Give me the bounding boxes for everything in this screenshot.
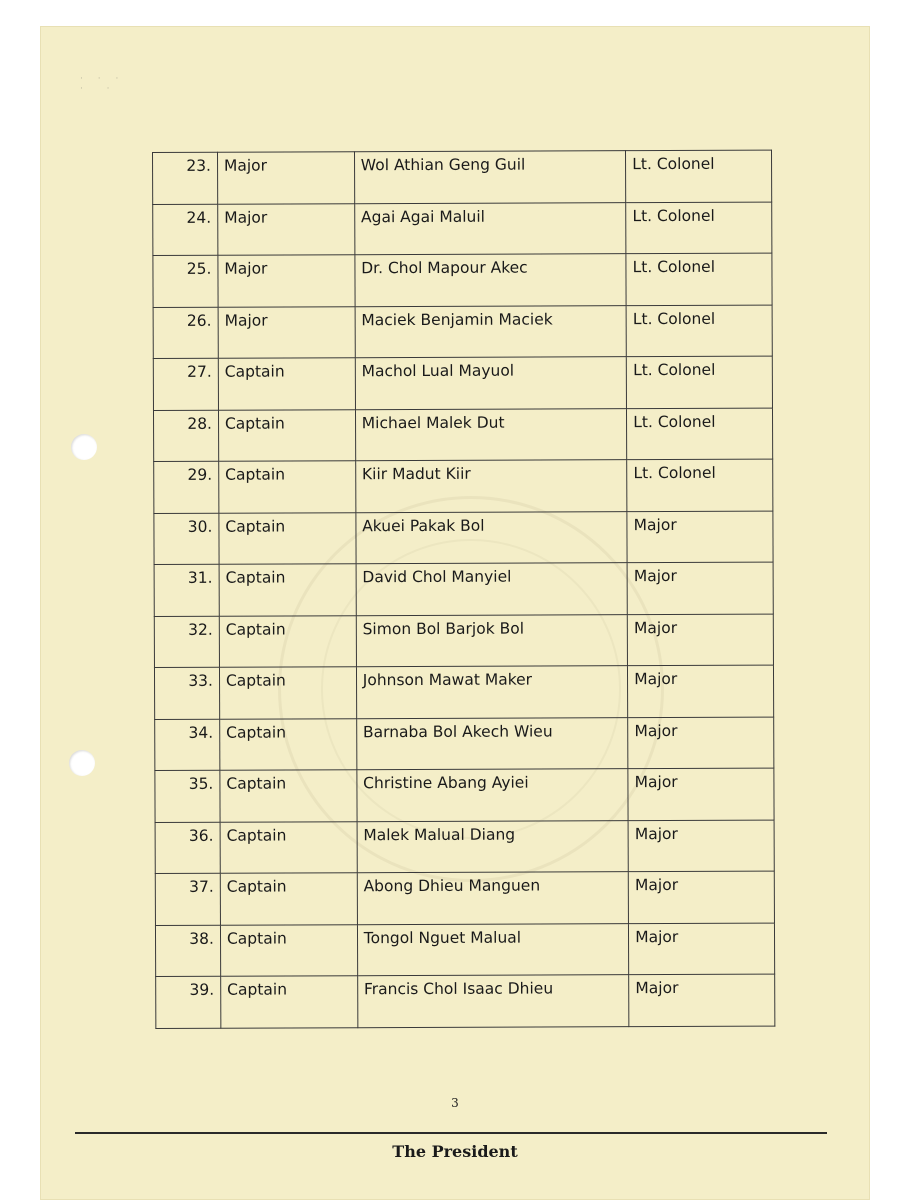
promoted-rank: Major	[628, 665, 774, 717]
officer-name: Tongol Nguet Malual	[357, 923, 629, 976]
current-rank: Captain	[219, 667, 356, 719]
current-rank: Captain	[220, 770, 357, 822]
row-number: 24.	[153, 204, 218, 256]
promoted-rank: Lt. Colonel	[626, 356, 772, 408]
officer-name: Johnson Mawat Maker	[356, 666, 628, 719]
table-row	[153, 202, 772, 256]
current-rank: Captain	[220, 873, 357, 925]
scan-specks: · · · · ·	[80, 74, 125, 94]
officer-name: Michael Malek Dut	[355, 408, 627, 461]
row-number: 23.	[153, 152, 218, 204]
signature-title: The President	[392, 1142, 518, 1161]
officer-name: Abong Dhieu Manguen	[357, 872, 629, 925]
current-rank: Captain	[219, 512, 356, 564]
current-rank: Captain	[221, 976, 358, 1028]
table-row	[155, 871, 774, 925]
promoted-rank: Major	[629, 974, 775, 1026]
officer-name: David Chol Manyiel	[356, 563, 628, 616]
row-number: 34.	[155, 719, 220, 771]
table-row	[155, 820, 774, 874]
officer-name: Simon Bol Barjok Bol	[356, 614, 628, 667]
officer-name: Agai Agai Maluil	[354, 202, 626, 255]
punch-hole	[71, 434, 97, 460]
officer-name: Maciek Benjamin Maciek	[355, 305, 627, 358]
promoted-rank: Lt. Colonel	[626, 150, 772, 202]
row-number: 26.	[153, 307, 218, 359]
current-rank: Captain	[220, 924, 357, 976]
current-rank: Captain	[220, 821, 357, 873]
officer-name: Akuei Pakak Bol	[356, 511, 628, 564]
table-row	[153, 253, 772, 307]
row-number: 25.	[153, 255, 218, 307]
officer-name: Dr. Chol Mapour Akec	[355, 254, 627, 307]
promoted-rank: Lt. Colonel	[627, 408, 773, 460]
officer-name: Machol Lual Mayuol	[355, 357, 627, 410]
table-row	[153, 408, 772, 462]
promoted-rank: Lt. Colonel	[626, 202, 772, 254]
officer-name: Wol Athian Geng Guil	[354, 151, 626, 204]
row-number: 31.	[154, 564, 219, 616]
row-number: 39.	[156, 976, 221, 1028]
current-rank: Major	[218, 306, 355, 358]
officer-name: Malek Malual Diang	[357, 820, 629, 873]
document-page	[40, 26, 870, 1200]
promoted-rank: Major	[627, 562, 773, 614]
table-row	[156, 974, 775, 1028]
row-number: 28.	[153, 410, 218, 462]
row-number: 33.	[154, 667, 219, 719]
promoted-rank: Major	[628, 768, 774, 820]
table-row	[154, 459, 773, 513]
punch-hole	[69, 750, 95, 776]
current-rank: Captain	[219, 564, 356, 616]
promoted-rank: Lt. Colonel	[626, 253, 772, 305]
promoted-rank: Major	[628, 717, 774, 769]
current-rank: Major	[218, 255, 355, 307]
row-number: 37.	[155, 873, 220, 925]
table-row	[154, 511, 773, 565]
promoted-rank: Major	[629, 923, 775, 975]
page-number: 3	[451, 1096, 459, 1110]
officer-name: Barnaba Bol Akech Wieu	[356, 717, 628, 770]
promoted-rank: Major	[628, 871, 774, 923]
promotion-table-body	[153, 150, 775, 1028]
current-rank: Captain	[218, 409, 355, 461]
row-number: 38.	[155, 925, 220, 977]
current-rank: Captain	[220, 718, 357, 770]
row-number: 32.	[154, 616, 219, 668]
officer-name: Kiir Madut Kiir	[355, 460, 627, 513]
promoted-rank: Lt. Colonel	[626, 305, 772, 357]
signature-rule	[75, 1132, 827, 1134]
table-row	[153, 150, 772, 204]
table-row	[154, 665, 773, 719]
table-row	[153, 305, 772, 359]
row-number: 27.	[153, 358, 218, 410]
row-number: 36.	[155, 822, 220, 874]
table-row	[155, 923, 774, 977]
promotion-table	[152, 150, 775, 1029]
promoted-rank: Major	[628, 820, 774, 872]
promoted-rank: Major	[627, 614, 773, 666]
table-row	[154, 614, 773, 668]
table-row	[154, 562, 773, 616]
current-rank: Captain	[219, 461, 356, 513]
current-rank: Captain	[218, 358, 355, 410]
row-number: 30.	[154, 513, 219, 565]
table-row	[155, 768, 774, 822]
officer-name: Christine Abang Ayiei	[357, 769, 629, 822]
current-rank: Captain	[219, 615, 356, 667]
table-row	[153, 356, 772, 410]
row-number: 29.	[154, 461, 219, 513]
promoted-rank: Lt. Colonel	[627, 459, 773, 511]
promoted-rank: Major	[627, 511, 773, 563]
row-number: 35.	[155, 770, 220, 822]
current-rank: Major	[217, 152, 354, 204]
officer-name: Francis Chol Isaac Dhieu	[357, 975, 629, 1028]
current-rank: Major	[218, 203, 355, 255]
table-row	[155, 717, 774, 771]
